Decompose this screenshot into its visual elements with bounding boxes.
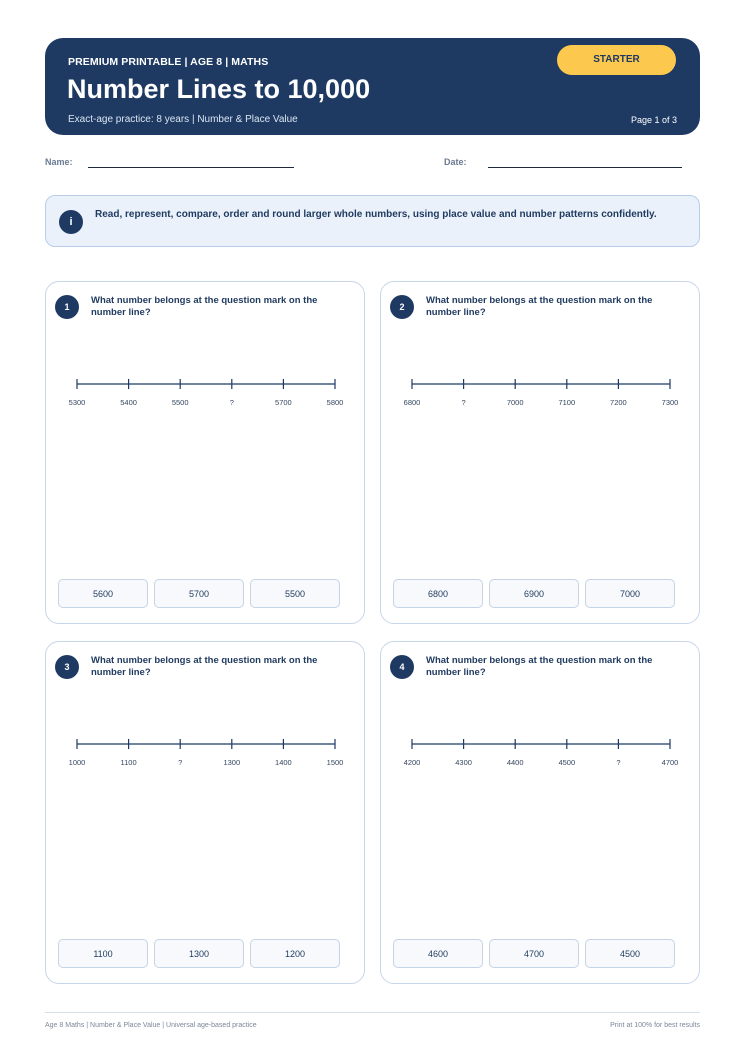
question-prompt: What number belongs at the question mark on the number line? [91,295,318,318]
number-line-tick-label: 1000 [68,758,86,767]
number-line-tick-label: 4700 [661,758,679,767]
number-line-tick-label: 5400 [120,398,137,407]
answer-option[interactable]: 6800 [393,579,483,608]
number-line-tick-label: 1400 [275,758,292,767]
number-line-tick-label: ? [229,398,234,407]
date-label: Date: [444,157,467,167]
answer-option[interactable]: 1300 [154,939,244,968]
answer-option[interactable]: 5500 [250,579,340,608]
level-badge: STARTER [557,45,676,75]
answer-option[interactable]: 4500 [585,939,675,968]
date-field[interactable] [488,167,682,168]
number-line-tick-label: 4500 [558,758,576,767]
answer-option[interactable]: 7000 [585,579,675,608]
number-line-tick-label: 1100 [120,758,137,767]
question-number: 3 [55,655,79,679]
answer-option[interactable]: 5600 [58,579,148,608]
question-card [380,281,700,624]
answer-option[interactable]: 1100 [58,939,148,968]
answer-option[interactable]: 5700 [154,579,244,608]
question-card [380,641,700,984]
number-line-tick-label: ? [178,758,183,767]
info-icon: i [59,210,83,234]
objective-banner [45,195,700,247]
answer-option[interactable]: 6900 [489,579,579,608]
question-card [45,641,365,984]
number-line-tick-label: 6800 [403,398,421,407]
answer-option[interactable]: 4600 [393,939,483,968]
number-line-tick-label: 5800 [326,398,344,407]
footer-left-text: Age 8 Maths | Number & Place Value | Universal age-based practice [45,1022,257,1029]
number-line-tick-label: 4400 [506,758,524,767]
number-line-tick-label: 5300 [68,398,86,407]
number-line-tick-label: 1300 [223,758,241,767]
number-line-tick-label: ? [461,398,466,407]
number-line [46,732,366,772]
number-line [46,372,366,412]
number-line [381,372,701,412]
worksheet-header [45,38,700,135]
number-line-tick-label: 7000 [506,398,524,407]
number-line [381,732,701,772]
number-line-tick-label: 5700 [275,398,292,407]
number-line-tick-label: 7300 [661,398,679,407]
answer-option[interactable]: 1200 [250,939,340,968]
number-line-tick-label: 1500 [326,758,344,767]
name-field[interactable] [88,167,294,168]
footer-right-text: Print at 100% for best results [610,1022,700,1029]
page-indicator: Page 1 of 3 [630,115,677,125]
answer-option[interactable]: 4700 [489,939,579,968]
page-title: Number Lines to 10,000 [67,74,371,104]
question-number: 2 [390,295,414,319]
header-subtitle: Exact-age practice: 8 years | Number & Place Value [68,114,298,125]
number-line-tick-label: 5500 [171,398,189,407]
number-line-tick-label: 7100 [558,398,576,407]
header-eyebrow: PREMIUM PRINTABLE | AGE 8 | MATHS [68,56,269,68]
footer-divider [45,1012,700,1013]
name-label: Name: [45,157,73,167]
question-number: 4 [390,655,414,679]
question-number: 1 [55,295,79,319]
objective-text: Read, represent, compare, order and round larger whole numbers, using place value and number patterns confidently. [95,209,657,220]
number-line-tick-label: 4200 [403,758,421,767]
question-prompt: What number belongs at the question mark on the number line? [426,295,653,318]
question-prompt: What number belongs at the question mark on the number line? [426,655,653,678]
number-line-tick-label: 7200 [610,398,627,407]
number-line-tick-label: ? [616,758,621,767]
question-prompt: What number belongs at the question mark on the number line? [91,655,318,678]
question-card [45,281,365,624]
number-line-tick-label: 4300 [455,758,472,767]
